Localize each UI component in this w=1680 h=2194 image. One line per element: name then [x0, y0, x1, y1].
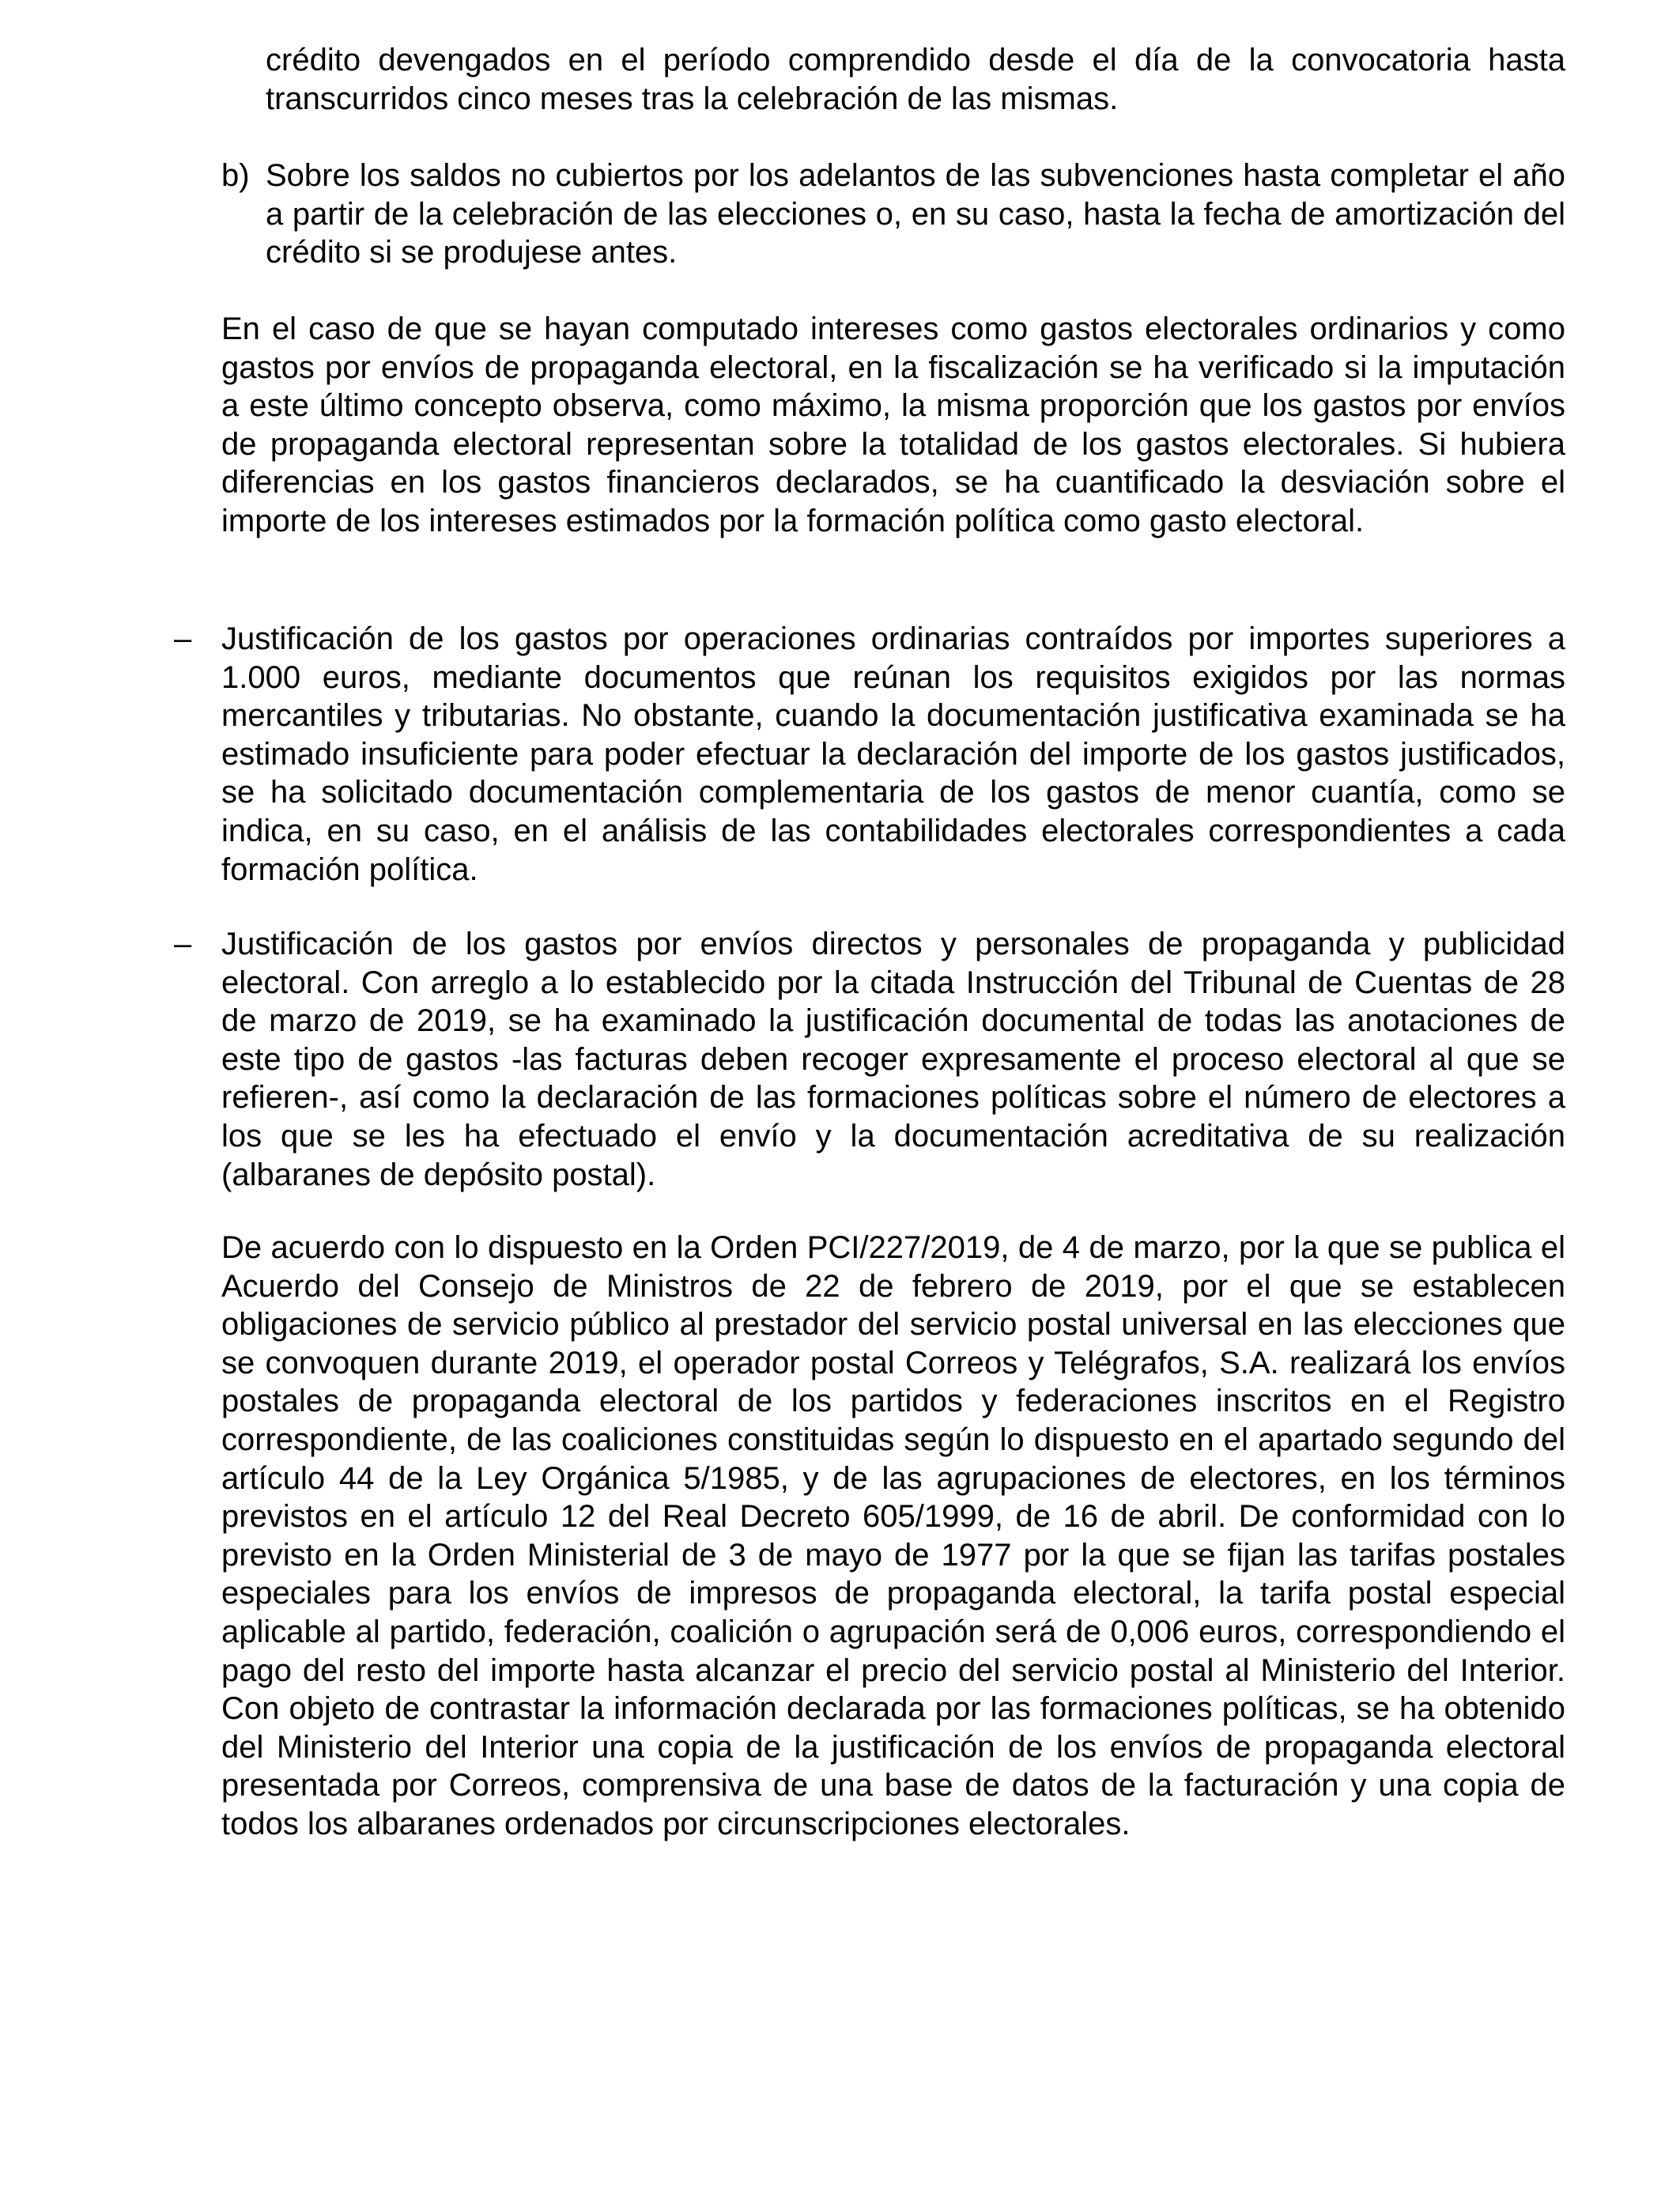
bullet-ordinary-expenses: Justificación de los gastos por operaciones ordinarias contraídos por importes superiores a 1.000 euros, mediante documentos que reúnan los requisitos exigidos por las normas mercantiles y tributarias. No obstante, cuando la documentación justificativa examinada se ha estimado insuficiente para poder efectuar la declaración del importe de los gastos justificados, se ha solicitado documentación complementaria de los gastos de menor cuantía, como se indica, en su caso, en el análisis de las contabilidades electorales correspondientes a cada formación política. — [221, 621, 1565, 887]
item-b-marker: b) — [221, 158, 250, 193]
bullet-dash-direct: – — [174, 927, 192, 961]
bullet-direct-mailing-expenses: Justificación de los gastos por envíos directos y personales de propaganda y publicidad electoral. Con arreglo a lo establecido por la citada Instrucción del Tribunal de Cuentas de 28 de marzo de 2019, se ha examinado la justificación documental de todas las anotaciones de este tipo de gastos -las facturas deben recoger expresamente el proceso electoral al que se refieren-, así como la declaración de las formaciones políticas sobre el número de electores a los que se les ha efectuado el envío y la documentación acreditativa de su realización (albaranes de depósito postal). — [221, 927, 1565, 1192]
bullet-dash-ordinary: – — [174, 621, 192, 656]
interest-paragraph: En el caso de que se hayan computado intereses como gastos electorales ordinarios y como gastos por envíos de propaganda electoral, en la fiscalización se ha verificado si la imputación a este último concepto observa, como máximo, la misma proporción que los gastos por envíos de propaganda electoral representan sobre la totalidad de los gastos electorales. Si hubiera diferencias en los gastos financieros declarados, se ha cuantificado la desviación sobre el importe de los intereses estimados por la formación política como gasto electoral. — [221, 312, 1565, 538]
item-b-text: Sobre los saldos no cubiertos por los adelantos de las subvenciones hasta completar el año a partir de la celebración de las elecciones o, en su caso, hasta la fecha de amortización del crédito si se produjese antes. — [266, 158, 1565, 270]
postal-paragraph: De acuerdo con lo dispuesto en la Orden PCI/227/2019, de 4 de marzo, por la que se publica el Acuerdo del Consejo de Ministros de 22 de febrero de 2019, por el que se establecen obligaciones de servicio público al prestador del servicio postal universal en las elecciones que se convoquen durante 2019, el operador postal Correos y Telégrafos, S.A. realizará los envíos postales de propaganda electoral de los partidos y federaciones inscritos en el Registro correspondiente, de las coaliciones constituidas según lo dispuesto en el apartado segundo del artículo 44 de la Ley Orgánica 5/1985, y de las agrupaciones de electores, en los términos previstos en el artículo 12 del Real Decreto 605/1999, de 16 de abril. De conformidad con lo previsto en la Orden Ministerial de 3 de mayo de 1977 por la que se fijan las tarifas postales especiales para los envíos de impresos de propaganda electoral, la tarifa postal especial aplicable al partido, federación, coalición o agrupación será de 0,006 euros, correspondiendo el pago del resto del importe hasta alcanzar el precio del servicio postal al Ministerio del Interior. Con objeto de contrastar la información declarada por las formaciones políticas, se ha obtenido del Ministerio del Interior una copia de la justificación de los envíos de propaganda electoral presentada por Correos, comprensiva de una base de datos de la facturación y una copia de todos los albaranes ordenados por circunscripciones electorales. — [221, 1230, 1565, 1841]
item-a-continuation: crédito devengados en el período comprendido desde el día de la convocatoria hasta transcurridos cinco meses tras la celebración de las mismas. — [266, 43, 1565, 116]
